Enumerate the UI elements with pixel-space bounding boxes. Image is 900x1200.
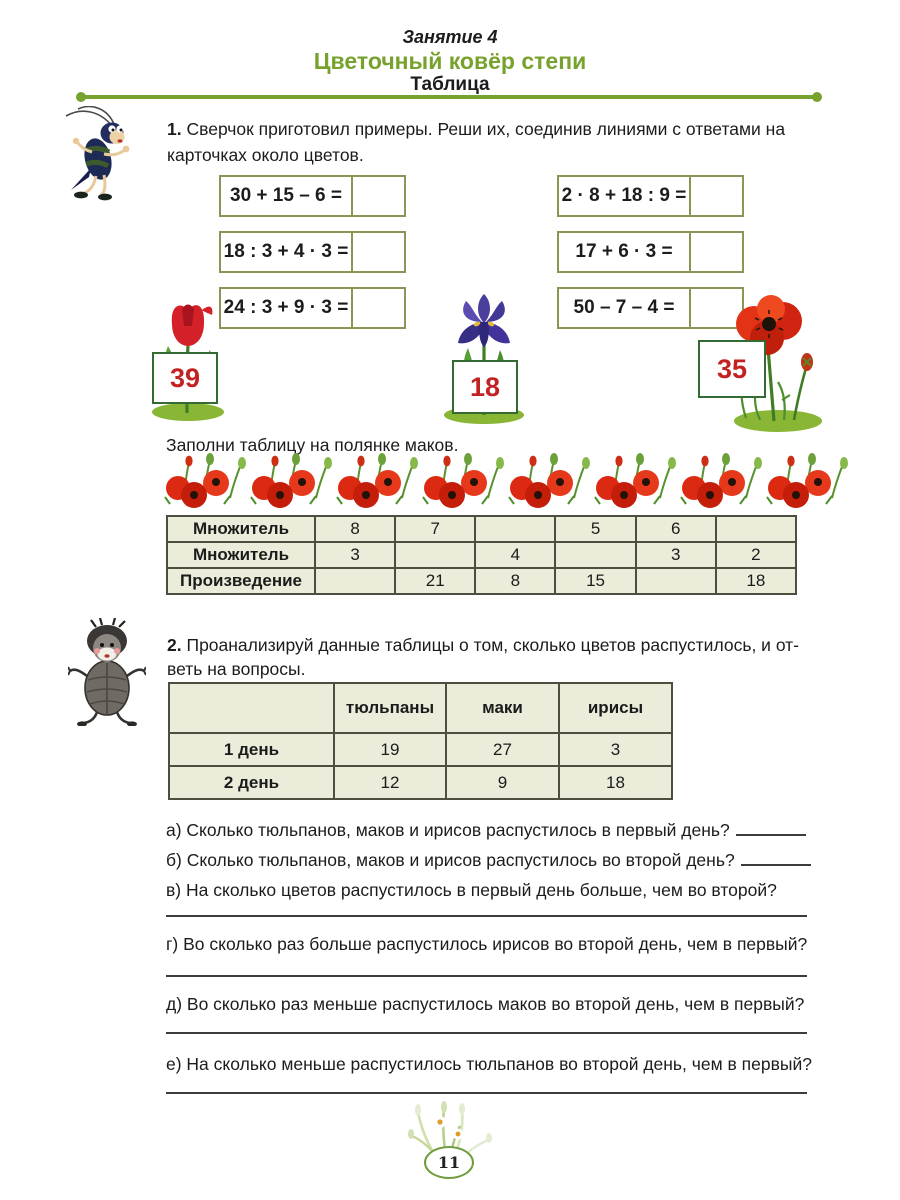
card-value: 18 — [469, 371, 501, 402]
question-e — [166, 1053, 828, 1075]
table-cell: 6 — [636, 516, 716, 542]
equation-text: 2 · 8 + 18 : 9 = — [561, 185, 687, 206]
table-cell: 3 — [315, 542, 395, 568]
column-header: маки — [446, 683, 559, 733]
question-v — [166, 879, 828, 901]
divider-right-dot — [812, 92, 822, 102]
table-cell: 18 — [716, 568, 796, 594]
row-label: Множитель — [167, 516, 315, 542]
task2-text — [167, 633, 832, 681]
equation-box — [219, 231, 406, 273]
card-value: 39 — [169, 362, 201, 393]
equation-box — [219, 287, 406, 329]
equation-box — [557, 231, 744, 273]
page-number — [424, 1146, 474, 1179]
answer-card-18[interactable] — [452, 360, 518, 414]
equation-box — [557, 175, 744, 217]
page-number-value: 11 — [437, 1153, 461, 1172]
equation-answer-cell[interactable] — [351, 177, 404, 215]
answer-line[interactable] — [166, 915, 807, 917]
page-title: Цветочный ковёр степи — [313, 48, 587, 74]
answer-card-39[interactable] — [152, 352, 218, 404]
equation-answer-cell[interactable] — [689, 177, 742, 215]
question-text: г) Во сколько раз больше распустилось ирисов во второй день, чем в первый? — [166, 934, 808, 954]
answer-line[interactable] — [166, 1032, 807, 1034]
question-text: д) Во сколько раз меньше распустилось маков во второй день, чем в первый? — [166, 994, 805, 1014]
card-value: 35 — [716, 353, 748, 384]
table-cell: 15 — [555, 568, 635, 594]
question-g — [166, 933, 828, 955]
task1-text — [167, 116, 832, 168]
row-label: Произведение — [167, 568, 315, 594]
equation-answer-cell[interactable] — [689, 233, 742, 271]
equation-answer-cell[interactable] — [351, 289, 404, 327]
table-cell: 27 — [446, 733, 559, 766]
answer-line[interactable] — [166, 1092, 807, 1094]
table-cell: 3 — [559, 733, 672, 766]
equation-text: 24 : 3 + 9 · 3 = — [223, 297, 349, 318]
table-row — [167, 542, 796, 568]
row-label: 2 день — [169, 766, 334, 799]
equation-answer-cell[interactable] — [351, 233, 404, 271]
lesson-number: Занятие 4 — [402, 27, 498, 47]
table-row — [167, 568, 796, 594]
question-text: а) Сколько тюльпанов, маков и ирисов распустилось в первый день? — [166, 820, 730, 840]
table-cell: 21 — [395, 568, 475, 594]
question-text: е) На сколько меньше распустилось тюльпанов во второй день, чем в первый? — [166, 1054, 813, 1074]
beetle-illustration — [68, 618, 146, 731]
equation-box — [219, 175, 406, 217]
table-cell: 9 — [446, 766, 559, 799]
table-cell: 4 — [475, 542, 555, 568]
table-cell: 5 — [555, 516, 635, 542]
question-text: б) Сколько тюльпанов, маков и ирисов распустилось во второй день? — [166, 850, 735, 870]
table-row — [169, 733, 672, 766]
table-cell-empty[interactable] — [716, 516, 796, 542]
equation-text: 17 + 6 · 3 = — [575, 241, 673, 262]
table-cell-empty[interactable] — [395, 542, 475, 568]
cricket-illustration — [60, 106, 138, 213]
row-label: 1 день — [169, 733, 334, 766]
table-cell: 19 — [334, 733, 446, 766]
answer-blank[interactable] — [741, 850, 811, 866]
table-cell-empty[interactable] — [636, 568, 716, 594]
row-label: Множитель — [167, 542, 315, 568]
question-b — [166, 849, 828, 871]
table-cell-empty[interactable] — [315, 568, 395, 594]
multiplication-table — [166, 515, 797, 595]
task2-number: 2. — [167, 635, 182, 655]
table-cell: 18 — [559, 766, 672, 799]
question-d — [166, 993, 828, 1015]
table-cell: 8 — [475, 568, 555, 594]
column-header: тюльпаны — [334, 683, 446, 733]
equation-text: 50 – 7 – 4 = — [573, 297, 675, 318]
answer-card-35[interactable] — [698, 340, 766, 398]
table-row — [167, 516, 796, 542]
equation-text: 18 : 3 + 4 · 3 = — [223, 241, 349, 262]
table-cell: 12 — [334, 766, 446, 799]
task2-line2: веть на вопросы. — [167, 659, 306, 679]
poppy-meadow-strip — [164, 452, 856, 517]
column-header: ирисы — [559, 683, 672, 733]
corner-cell — [169, 683, 334, 733]
question-text: в) На сколько цветов распустилось в первый день больше, чем во второй? — [166, 880, 777, 900]
task1-line2: карточках около цветов. — [167, 145, 364, 165]
table-cell: 2 — [716, 542, 796, 568]
equation-text: 30 + 15 – 6 = — [230, 185, 342, 206]
fill-table-prompt: Заполни таблицу на полянке маков. — [166, 435, 459, 455]
answer-blank[interactable] — [736, 820, 806, 836]
table-cell-empty[interactable] — [475, 516, 555, 542]
equation-box — [557, 287, 744, 329]
table-row — [169, 766, 672, 799]
table-cell: 8 — [315, 516, 395, 542]
answer-line[interactable] — [166, 975, 807, 977]
table-cell: 3 — [636, 542, 716, 568]
task1-line1: Сверчок приготовил примеры. Реши их, соединив линиями с ответами на — [186, 119, 786, 139]
header-divider — [80, 95, 818, 99]
page-subtitle: Таблица — [410, 74, 490, 95]
divider-left-dot — [76, 92, 86, 102]
task1-number: 1. — [167, 119, 182, 139]
question-a — [166, 819, 828, 841]
table-header-row — [169, 683, 672, 733]
table-cell: 7 — [395, 516, 475, 542]
task2-line1: Проанализируй данные таблицы о том, сколько цветов распустилось, и от- — [186, 635, 800, 655]
table-cell-empty[interactable] — [555, 542, 635, 568]
flowers-table — [168, 682, 673, 800]
